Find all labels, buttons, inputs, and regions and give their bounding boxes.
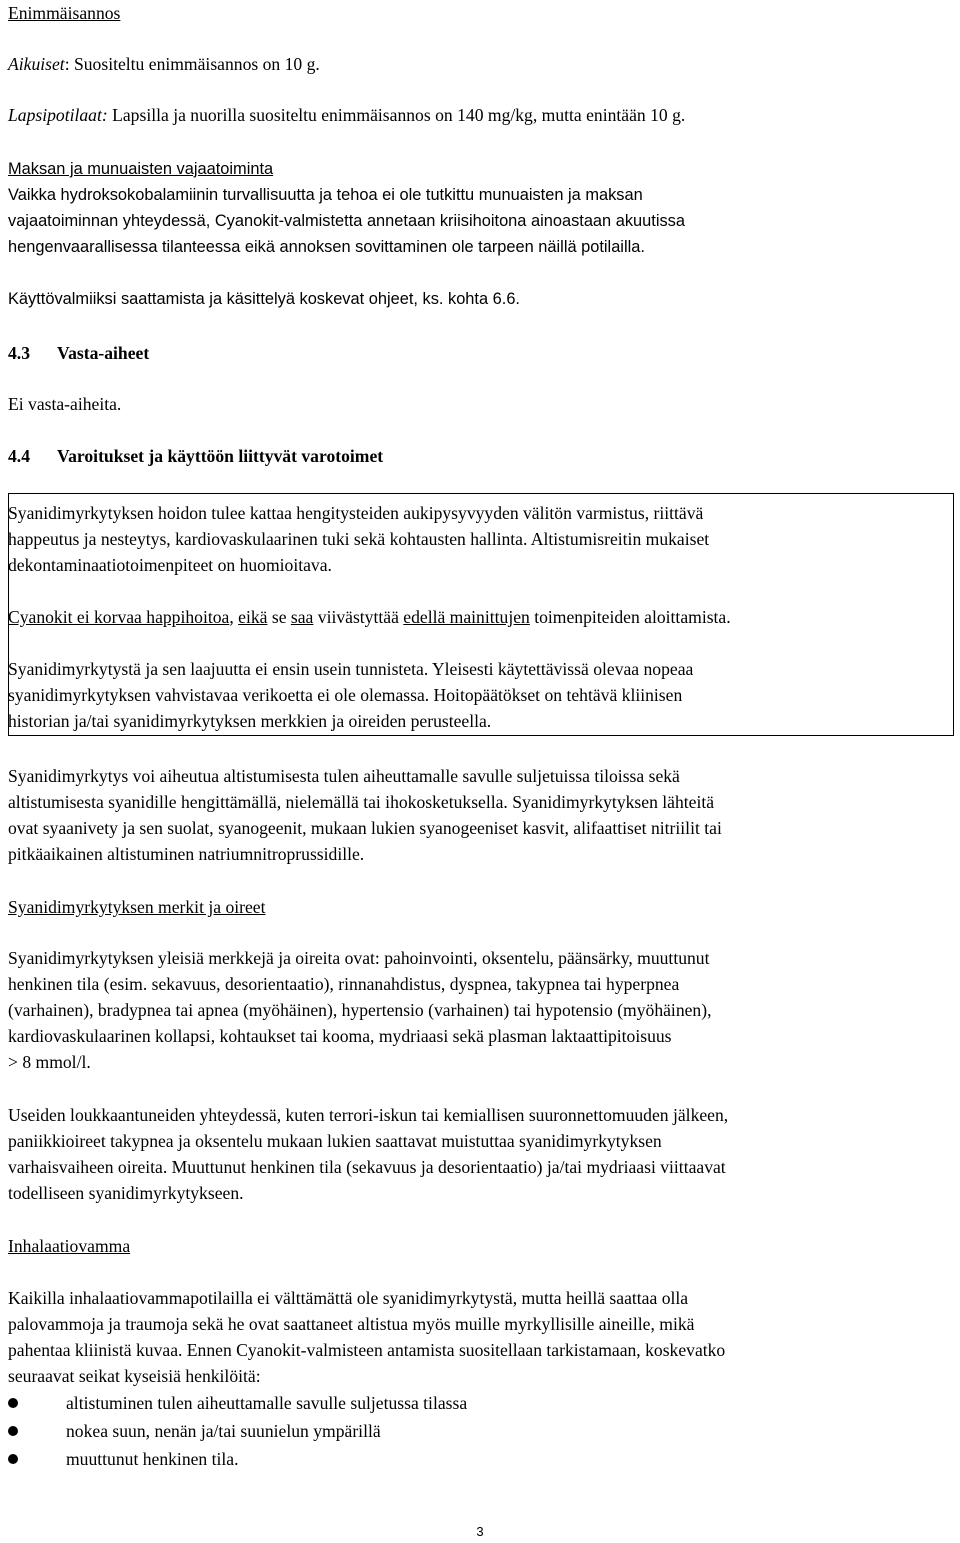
inhalation-heading: Inhalaatiovamma xyxy=(8,1236,131,1256)
children-text: Lapsilla ja nuorilla suositeltu enimmäisannos on 140 mg/kg, mutta enintään 10 g. xyxy=(107,105,686,125)
inhalation-line: seuraavat seikat kyseisiä henkilöitä: xyxy=(8,1366,261,1386)
page-number: 3 xyxy=(476,1524,484,1539)
children-dose-line xyxy=(8,102,685,128)
mass-casualty-line: Useiden loukkaantuneiden yhteydessä, kuten terrori-iskun tai kemiallisen suuronnettomuuden jälkeen, xyxy=(8,1105,729,1125)
bullet-item: nokea suun, nenän ja/tai suunielun ympärillä xyxy=(66,1421,381,1441)
adults-dose-line xyxy=(8,51,320,77)
box-line: happeutus ja nesteytys, kardiovaskulaarinen tuki sekä kohtausten hallinta. Altistumisreitin mukaiset xyxy=(8,529,710,549)
mass-casualty-line: paniikkioireet takypnea ja oksentelu mukaan lukien saattavat muistuttaa syanidimyrkytyksen xyxy=(8,1131,662,1151)
cause-line: Syanidimyrkytys voi aiheutua altistumisesta tulen aiheuttamalle savulle suljetuissa tiloissa sekä xyxy=(8,766,680,786)
section-number: 4.3 xyxy=(8,343,30,363)
adults-text: : Suositeltu enimmäisannos on 10 g. xyxy=(64,54,320,74)
signs-line: > 8 mmol/l. xyxy=(8,1052,91,1072)
impairment-line: vajaatoiminnan yhteydessä, Cyanokit-valmistetta annetaan kriisihoitona ainoastaan akuutissa xyxy=(8,212,685,230)
children-label: Lapsipotilaat: xyxy=(8,105,108,125)
bullet-icon xyxy=(8,1426,18,1436)
section-title: Vasta-aiheet xyxy=(57,343,150,363)
signs-line: (varhainen), bradypnea tai apnea (myöhäinen), hypertensio (varhainen) tai hypotensio (myöhäinen), xyxy=(8,1000,712,1020)
handling-reference: Käyttövalmiiksi saattamista ja käsittelyä koskevat ohjeet, ks. kohta 6.6. xyxy=(8,290,520,308)
contraindications-text: Ei vasta-aiheita. xyxy=(8,394,122,414)
box-line: Syanidimyrkytyksen hoidon tulee kattaa hengitysteiden aukipysyvyyden välitön varmistus, riittävä xyxy=(8,503,704,523)
cause-line: ovat syaanivety ja sen suolat, syanogeenit, mukaan lukien syanogeeniset kasvit, alifaattiset nitriilit tai xyxy=(8,818,722,838)
section-number: 4.4 xyxy=(8,446,30,466)
bullet-icon xyxy=(8,1398,18,1408)
section-4-4-heading xyxy=(8,443,383,469)
box-line: historian ja/tai syanidimyrkytyksen merkkien ja oireiden perusteella. xyxy=(8,711,492,731)
signs-line: kardiovaskulaarinen kollapsi, kohtaukset tai kooma, mydriaasi sekä plasman laktaattipitoisuus xyxy=(8,1026,672,1046)
impairment-line: hengenvaarallisessa tilanteessa eikä annoksen sovittaminen ole tarpeen näillä potilailla. xyxy=(8,238,645,256)
inhalation-line: pahentaa kliinistä kuvaa. Ennen Cyanokit-valmisteen antamista suositellaan tarkistamaan, koskevatko xyxy=(8,1340,726,1360)
section-4-3-heading xyxy=(8,340,149,366)
adults-label: Aikuiset xyxy=(8,54,65,74)
max-dose-heading: Enimmäisannos xyxy=(8,3,121,23)
cause-line: pitkäaikainen altistuminen natriumnitroprussidille. xyxy=(8,844,365,864)
box-line-underlined: Cyanokit ei korvaa happihoitoa, eikä se saa viivästyttää edellä mainittujen toimenpiteiden aloittamista. xyxy=(8,607,731,627)
section-title: Varoitukset ja käyttöön liittyvät varotoimet xyxy=(57,446,384,466)
bullet-item: muuttunut henkinen tila. xyxy=(66,1449,239,1469)
mass-casualty-line: varhaisvaiheen oireita. Muuttunut henkinen tila (sekavuus ja desorientaatio) ja/tai mydriaasi viittaavat xyxy=(8,1157,726,1177)
bullet-item: altistuminen tulen aiheuttamalle savulle suljetussa tilassa xyxy=(66,1393,468,1413)
signs-heading: Syanidimyrkytyksen merkit ja oireet xyxy=(8,897,266,917)
box-line: dekontaminaatiotoimenpiteet on huomioitava. xyxy=(8,555,332,575)
box-line: Syanidimyrkytystä ja sen laajuutta ei ensin usein tunnisteta. Yleisesti käytettävissä olevaa nopeaa xyxy=(8,659,694,679)
mass-casualty-line: todelliseen syanidimyrkytykseen. xyxy=(8,1183,244,1203)
impairment-line: Vaikka hydroksokobalamiinin turvallisuutta ja tehoa ei ole tutkittu munuaisten ja maksan xyxy=(8,186,643,204)
bullet-icon xyxy=(8,1454,18,1464)
impairment-heading: Maksan ja munuaisten vajaatoiminta xyxy=(8,160,274,178)
signs-line: henkinen tila (esim. sekavuus, desorientaatio), rinnanahdistus, dyspnea, takypnea tai hyperpnea xyxy=(8,974,680,994)
inhalation-line: palovammoja ja traumoja sekä he ovat saattaneet altistua myös muille myrkyllisille aineille, mikä xyxy=(8,1314,695,1334)
inhalation-line: Kaikilla inhalaatiovammapotilailla ei välttämättä ole syanidimyrkytystä, mutta heillä saattaa olla xyxy=(8,1288,689,1308)
cause-line: altistumisesta syanidille hengittämällä, nielemällä tai ihokosketuksella. Syanidimyrkytyksen lähteitä xyxy=(8,792,715,812)
box-line: syanidimyrkytyksen vahvistavaa verikoetta ei ole olemassa. Hoitopäätökset on tehtävä kliinisen xyxy=(8,685,683,705)
signs-line: Syanidimyrkytyksen yleisiä merkkejä ja oireita ovat: pahoinvointi, oksentelu, päänsärky, muuttunut xyxy=(8,948,710,968)
